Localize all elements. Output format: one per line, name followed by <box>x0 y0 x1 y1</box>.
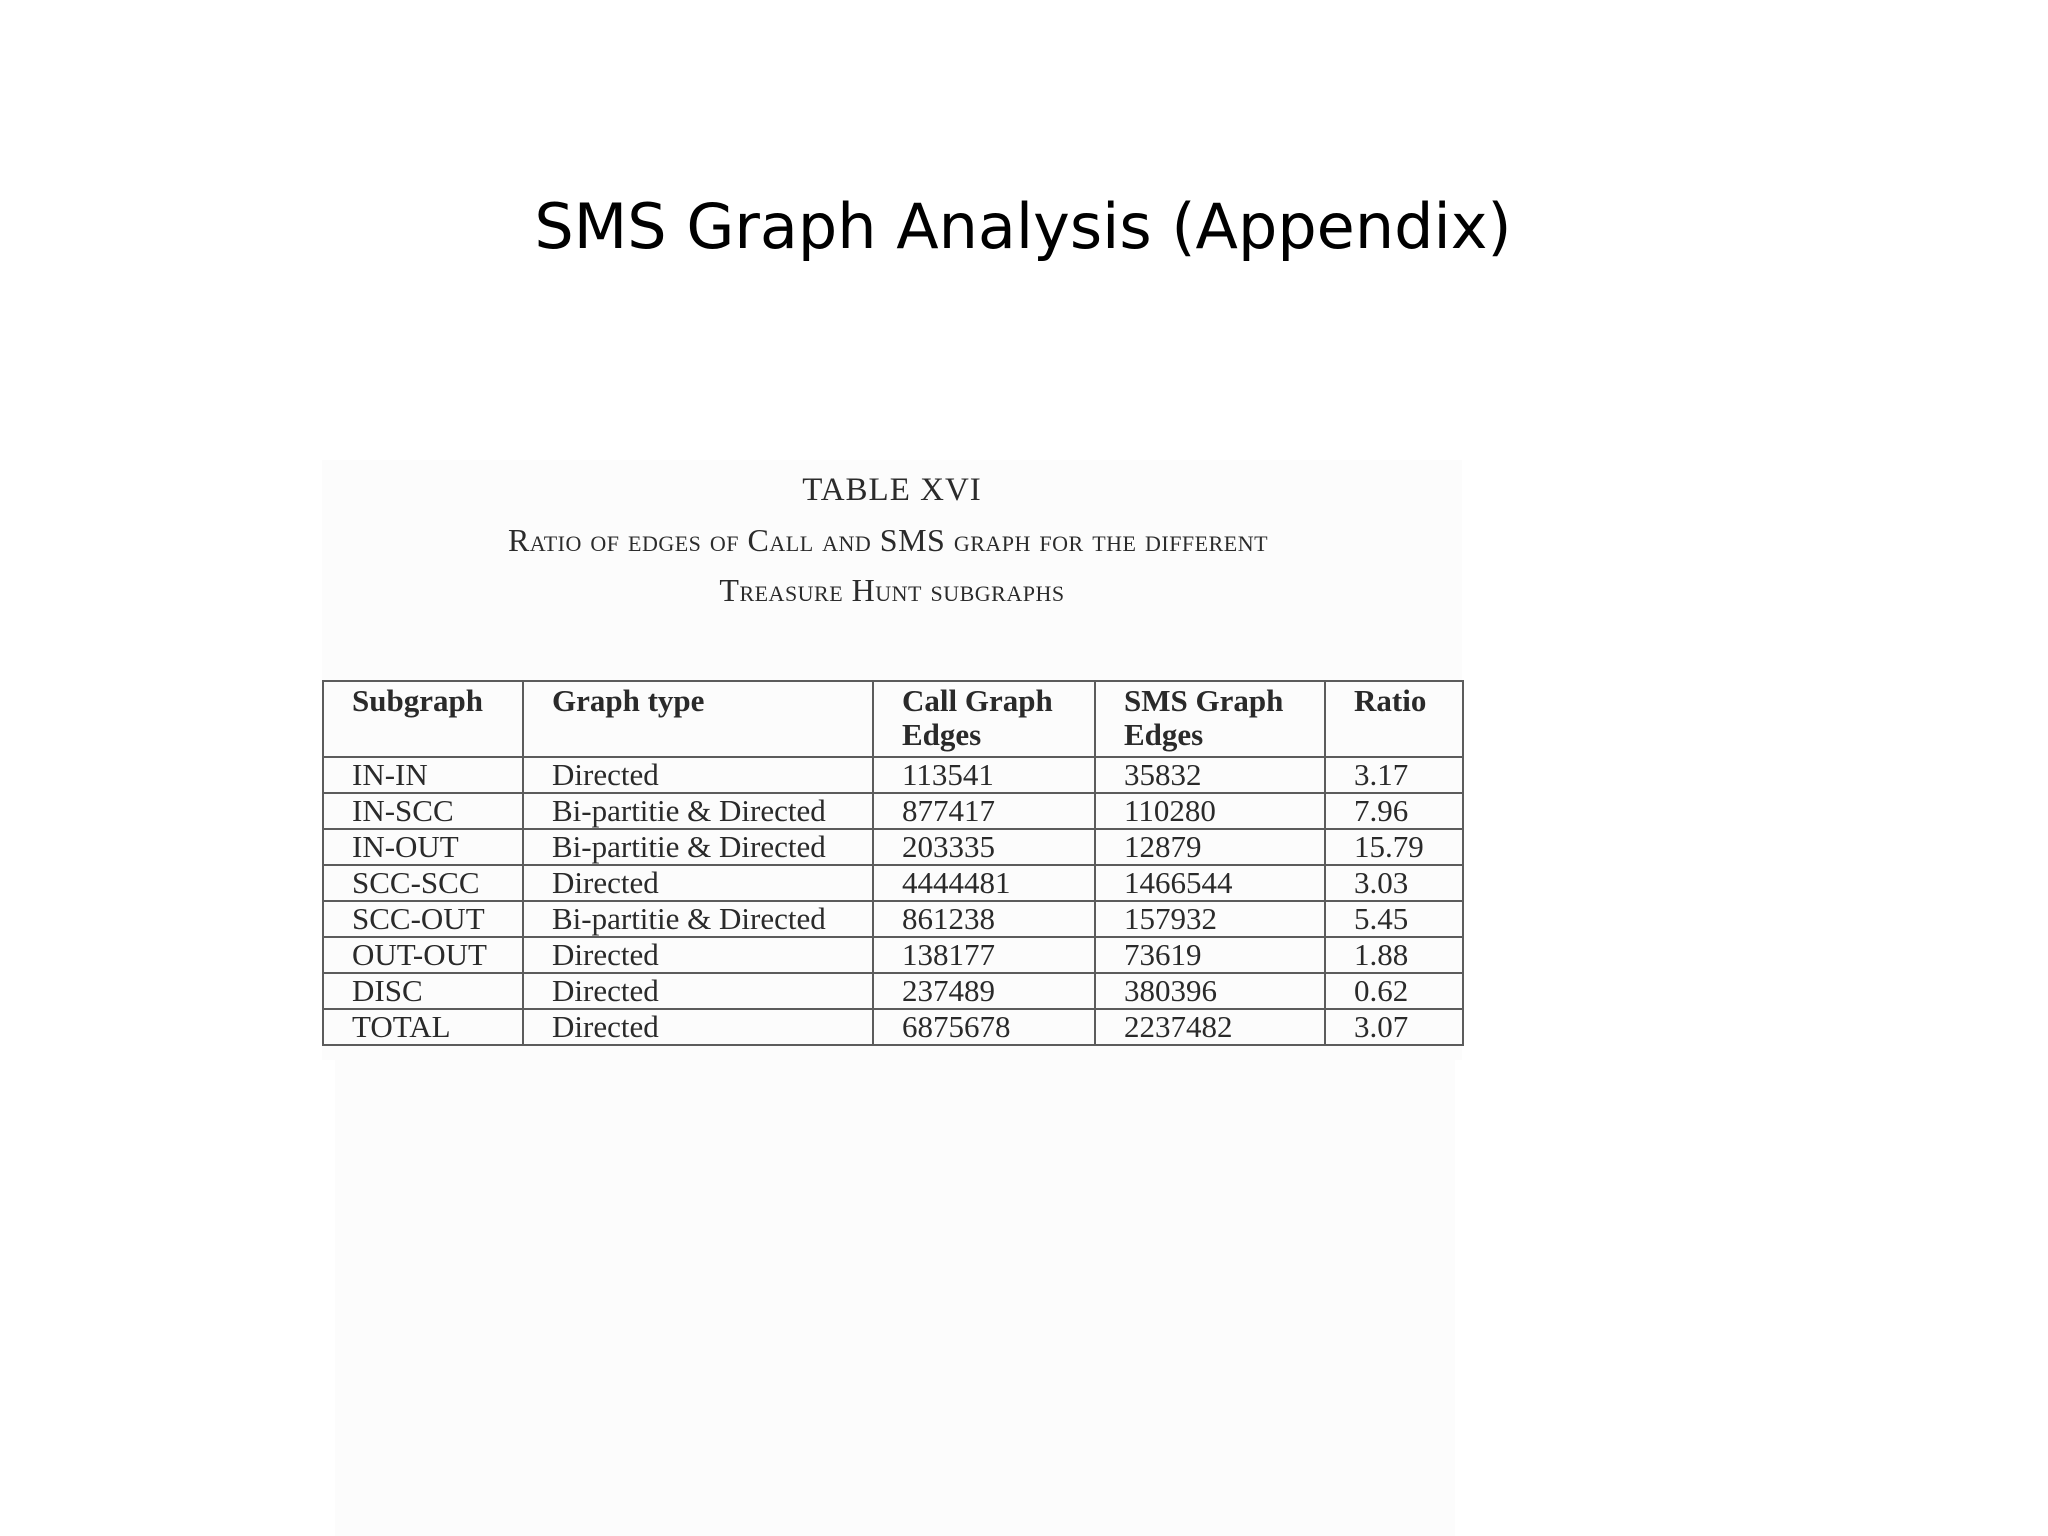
table-header-row <box>323 681 1463 757</box>
cell-ratio: 15.79 <box>1325 829 1463 865</box>
cell-call-edges: 4444481 <box>873 865 1095 901</box>
cell-graph-type: Bi-partitie & Directed <box>523 829 873 865</box>
cell-sms-edges: 110280 <box>1095 793 1325 829</box>
table-row <box>323 829 1463 865</box>
cell-subgraph: DISC <box>323 973 523 1009</box>
cell-ratio: 0.62 <box>1325 973 1463 1009</box>
table-number: TABLE XVI <box>802 472 982 508</box>
cell-graph-type: Bi-partitie & Directed <box>523 901 873 937</box>
table-caption-line-2: Treasure Hunt subgraphs <box>719 572 1065 608</box>
cell-ratio: 1.88 <box>1325 937 1463 973</box>
cell-graph-type: Directed <box>523 865 873 901</box>
cell-ratio: 3.07 <box>1325 1009 1463 1045</box>
cell-sms-edges: 157932 <box>1095 901 1325 937</box>
cell-graph-type: Directed <box>523 757 873 793</box>
slide-title: SMS Graph Analysis (Appendix) <box>534 190 1512 263</box>
cell-sms-edges: 2237482 <box>1095 1009 1325 1045</box>
header-call-graph-edges: Call Graph Edges <box>873 681 1095 757</box>
cell-graph-type: Directed <box>523 937 873 973</box>
edges-ratio-table <box>322 680 1464 1046</box>
cell-ratio: 3.17 <box>1325 757 1463 793</box>
cell-sms-edges: 73619 <box>1095 937 1325 973</box>
cell-ratio: 7.96 <box>1325 793 1463 829</box>
header-ratio: Ratio <box>1325 681 1463 757</box>
table-row <box>323 793 1463 829</box>
cell-sms-edges: 35832 <box>1095 757 1325 793</box>
table-row <box>323 901 1463 937</box>
cell-call-edges: 138177 <box>873 937 1095 973</box>
table-row <box>323 865 1463 901</box>
cell-subgraph: TOTAL <box>323 1009 523 1045</box>
cell-graph-type: Bi-partitie & Directed <box>523 793 873 829</box>
cell-subgraph: SCC-SCC <box>323 865 523 901</box>
cell-graph-type: Directed <box>523 1009 873 1045</box>
table-row <box>323 937 1463 973</box>
table-row <box>323 1009 1463 1045</box>
cell-call-edges: 237489 <box>873 973 1095 1009</box>
table-row <box>323 973 1463 1009</box>
header-subgraph: Subgraph <box>323 681 523 757</box>
cell-subgraph: IN-SCC <box>323 793 523 829</box>
cell-call-edges: 203335 <box>873 829 1095 865</box>
cell-ratio: 5.45 <box>1325 901 1463 937</box>
table-caption-line-1: Ratio of edges of Call and SMS graph for the different <box>507 522 1269 558</box>
cell-sms-edges: 380396 <box>1095 973 1325 1009</box>
table-figure <box>322 460 1462 1060</box>
cell-call-edges: 861238 <box>873 901 1095 937</box>
cell-subgraph: IN-IN <box>323 757 523 793</box>
header-graph-type: Graph type <box>523 681 873 757</box>
cell-graph-type: Directed <box>523 973 873 1009</box>
table-figure-background <box>335 1060 1455 1536</box>
cell-subgraph: IN-OUT <box>323 829 523 865</box>
header-sms-graph-edges: SMS Graph Edges <box>1095 681 1325 757</box>
cell-call-edges: 877417 <box>873 793 1095 829</box>
cell-subgraph: SCC-OUT <box>323 901 523 937</box>
cell-call-edges: 6875678 <box>873 1009 1095 1045</box>
cell-subgraph: OUT-OUT <box>323 937 523 973</box>
table-row <box>323 757 1463 793</box>
cell-sms-edges: 12879 <box>1095 829 1325 865</box>
cell-ratio: 3.03 <box>1325 865 1463 901</box>
cell-sms-edges: 1466544 <box>1095 865 1325 901</box>
cell-call-edges: 113541 <box>873 757 1095 793</box>
